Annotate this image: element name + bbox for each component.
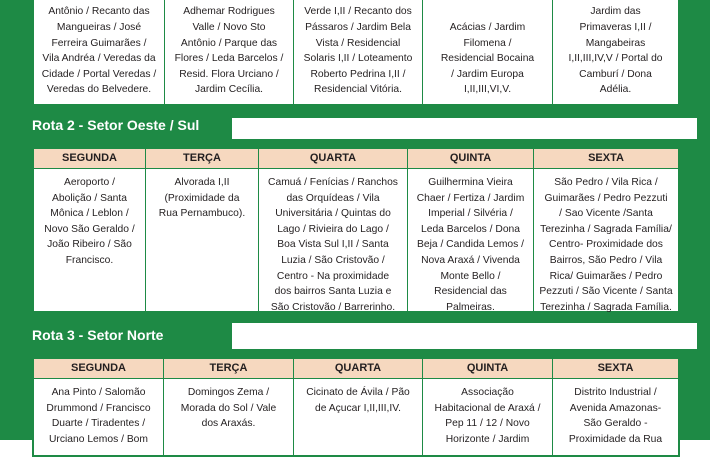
route1-col-thursday [422, 0, 552, 104]
route3-header-monday: SEGUNDA [34, 359, 163, 379]
route1-monday-cell: Antônio / Recanto das Mangueiras / José Ferreira Guimarães / Vila Andréa / Veredas da Cidade / Portal Veredas / Veredas do Belvedere. [41, 6, 157, 96]
route2-thursday-cell: Guilhermina Vieira Chaer / Fertiza / Jardim Imperial / Silvéria / Leda Barcelos / Dona Beja / Candida Lemos / Nova Araxá / Vivenda Monte Bello / Residencial das Palmeiras. [416, 177, 525, 313]
route1-col-wednesday [293, 0, 422, 104]
route2-col-thursday [407, 149, 533, 311]
route1-table [32, 0, 680, 106]
route3-wednesday-cell: Cicinato de Ávila / Pão de Açucar I,II,III,IV. [306, 387, 410, 414]
route2-table [32, 147, 680, 313]
route3-col-thursday [422, 359, 552, 455]
route2-title: Rota 2 - Setor Oeste / Sul [22, 112, 232, 139]
route1-thursday-cell: Acácias / Jardim Filomena / Residencial Bocaina / Jardim Europa I,II,III,VI,V. [440, 22, 535, 96]
left-green-frame [0, 0, 22, 440]
route2-col-tuesday [145, 149, 258, 311]
route3-thursday-cell: Associação Habitacional de Araxá / Pep 11 / 12 / Novo Horizonte / Jardim [434, 387, 541, 445]
route3-col-friday [552, 359, 678, 455]
route1-tuesday-cell: Adhemar Rodrigues Valle / Novo Sto Antônio / Parque das Flores / Leda Barcelos / Resid. Flora Urciano / Jardim Cecília. [174, 6, 284, 96]
route3-tuesday-cell: Domingos Zema / Morada do Sol / Vale dos Araxás. [180, 387, 277, 430]
route3-header-tuesday: TERÇA [164, 359, 293, 379]
route3-header-wednesday: QUARTA [294, 359, 422, 379]
route3-friday-cell: Distrito Industrial / Avenida Amazonas- São Geraldo - Proximidade da Rua [568, 387, 663, 445]
route2-friday-cell: São Pedro / Vila Rica / Guimarães / Pedro Pezzuti / Sao Vicente /Santa Terezinha / Sagrada Família/ Centro- Proximidade dos Bairros, São Pedro / Vila Rica/ Guimarães / Pedro Pezzuti / São Vicente / Santa Terezinha / Sagrada Família. [539, 177, 673, 313]
route3-header-friday: SEXTA [553, 359, 678, 379]
route3-col-monday [34, 359, 163, 455]
route1-col-monday [34, 0, 164, 104]
route2-col-friday [533, 149, 678, 311]
route1-wednesday-cell: Verde I,II / Recanto dos Pássaros / Jardim Bela Vista / Residencial Solaris I,II / Loteamento Roberto Pedrina I,II / Residencial Vitória. [303, 6, 413, 96]
route2-tuesday-cell: Alvorada I,II (Proximidade da Rua Pernambuco). [158, 177, 246, 220]
route1-friday-cell: Jardim das Primaveras I,II / Mangabeiras I,II,III,IV,V / Portal do Camburí / Dona Adélia. [568, 6, 663, 96]
route3-col-tuesday [163, 359, 293, 455]
route2-header-wednesday: QUARTA [259, 149, 407, 169]
route3-col-wednesday [293, 359, 422, 455]
route2-header-tuesday: TERÇA [146, 149, 258, 169]
route2-col-wednesday [258, 149, 407, 311]
right-green-frame [697, 0, 710, 440]
route2-header-friday: SEXTA [534, 149, 678, 169]
route2-header-thursday: QUINTA [408, 149, 533, 169]
route2-wednesday-cell: Camuá / Fenícias / Ranchos das Orquídeas / Vila Universitária / Quintas do Lago / Rivieira do Lago / Boa Vista Sul I,II / Santa Luzia / São Cristovão / Centro - Na proximidade dos bairros Santa Luzia e São Cristovão / Barrerinho. [268, 177, 398, 313]
route3-table [32, 357, 680, 457]
route3-title: Rota 3 - Setor Norte [22, 322, 232, 349]
route2-col-monday [34, 149, 145, 311]
route2-header-monday: SEGUNDA [34, 149, 145, 169]
route2-monday-cell: Aeroporto / Abolição / Santa Mônica / Leblon / Novo São Geraldo / João Ribeiro / São Francisco. [44, 177, 135, 266]
route1-col-friday [552, 0, 678, 104]
route1-col-tuesday [164, 0, 293, 104]
route3-monday-cell: Ana Pinto / Salomão Drummond / Francisco Duarte / Tiradentes / Urciano Lemos / Bom [46, 387, 151, 445]
route3-header-thursday: QUINTA [423, 359, 552, 379]
